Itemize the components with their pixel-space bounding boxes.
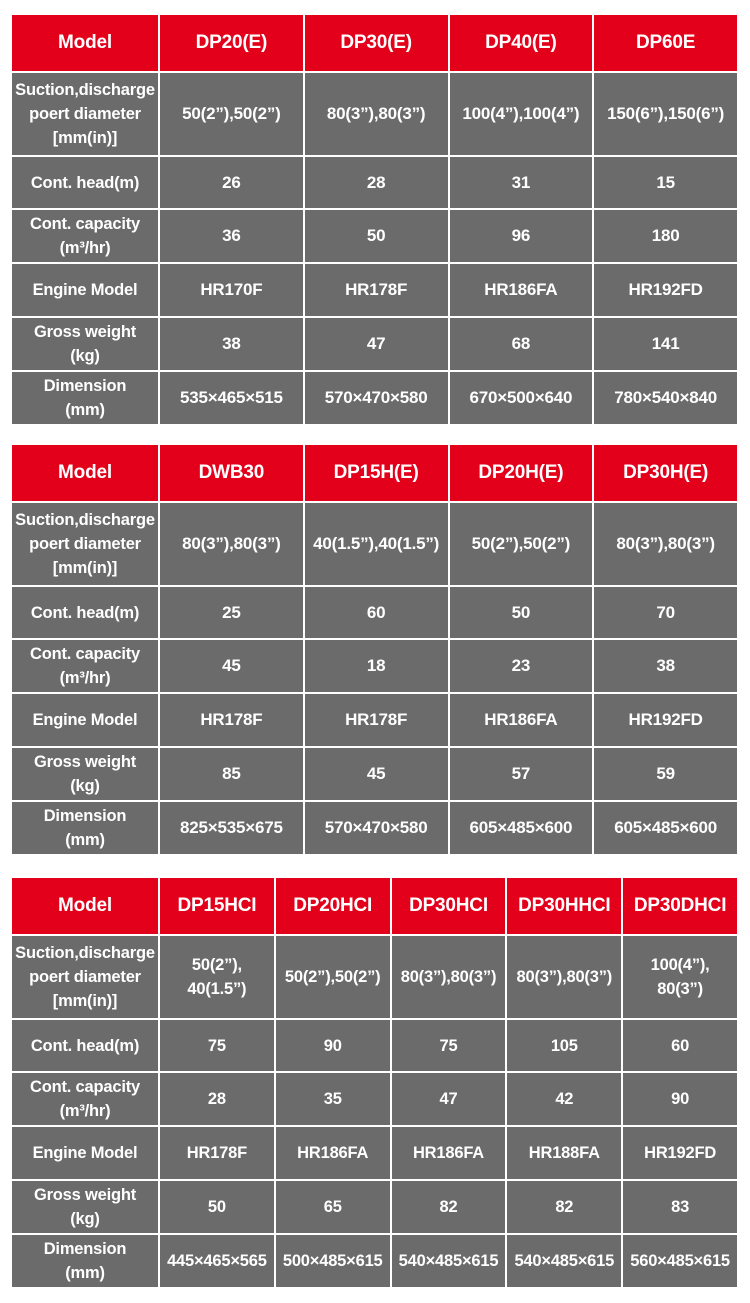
dimension-label: Dimension (mm)	[12, 372, 158, 424]
dimension-value: 540×485×615	[392, 1235, 506, 1287]
port-value: 50(2”),50(2”)	[276, 936, 390, 1018]
model-name: DP40(E)	[450, 15, 593, 71]
head-row	[12, 1020, 737, 1071]
port-value: 50(2”), 40(1.5”)	[160, 936, 274, 1018]
head-value: 105	[507, 1020, 621, 1071]
weight-value: 68	[450, 318, 593, 370]
port-value: 80(3”),80(3”)	[305, 73, 448, 155]
engine-value: HR192FD	[623, 1127, 737, 1179]
spec-table-1	[10, 13, 739, 426]
head-label: Cont. head(m)	[12, 1020, 158, 1071]
head-value: 90	[276, 1020, 390, 1071]
head-value: 75	[160, 1020, 274, 1071]
engine-value: HR178F	[160, 1127, 274, 1179]
engine-value: HR170F	[160, 264, 303, 316]
head-value: 50	[450, 587, 593, 638]
weight-label: Gross weight (kg)	[12, 318, 158, 370]
capacity-row	[12, 640, 737, 692]
port-value: 80(3”),80(3”)	[507, 936, 621, 1018]
dimension-value: 605×485×600	[450, 802, 593, 854]
port-label: Suction,discharge poert diameter [mm(in)]	[12, 73, 158, 155]
capacity-value: 38	[594, 640, 737, 692]
port-value: 50(2”),50(2”)	[450, 503, 593, 585]
capacity-value: 23	[450, 640, 593, 692]
model-name: DP30HHCI	[507, 878, 621, 934]
capacity-row	[12, 210, 737, 262]
dimension-value: 445×465×565	[160, 1235, 274, 1287]
weight-label: Gross weight (kg)	[12, 1181, 158, 1233]
model-name: DP15H(E)	[305, 445, 448, 501]
dimension-value: 780×540×840	[594, 372, 737, 424]
capacity-value: 50	[305, 210, 448, 262]
model-header-label: Model	[12, 445, 158, 501]
capacity-value: 42	[507, 1073, 621, 1125]
head-value: 60	[305, 587, 448, 638]
weight-value: 83	[623, 1181, 737, 1233]
engine-value: HR178F	[160, 694, 303, 746]
capacity-label: Cont. capacity (m³/hr)	[12, 210, 158, 262]
weight-value: 141	[594, 318, 737, 370]
dimension-value: 540×485×615	[507, 1235, 621, 1287]
head-value: 28	[305, 157, 448, 208]
model-header-label: Model	[12, 878, 158, 934]
dimension-value: 670×500×640	[450, 372, 593, 424]
weight-row	[12, 748, 737, 800]
engine-row	[12, 264, 737, 316]
header-row	[12, 445, 737, 501]
head-label: Cont. head(m)	[12, 157, 158, 208]
model-name: DP20H(E)	[450, 445, 593, 501]
capacity-value: 96	[450, 210, 593, 262]
engine-value: HR178F	[305, 264, 448, 316]
capacity-value: 90	[623, 1073, 737, 1125]
spec-table-2	[10, 443, 739, 856]
head-value: 70	[594, 587, 737, 638]
head-row	[12, 157, 737, 208]
port-label: Suction,discharge poert diameter [mm(in)]	[12, 503, 158, 585]
dimension-value: 570×470×580	[305, 372, 448, 424]
engine-label: Engine Model	[12, 1127, 158, 1179]
dimension-value: 570×470×580	[305, 802, 448, 854]
dimension-row	[12, 372, 737, 424]
engine-row	[12, 1127, 737, 1179]
capacity-value: 35	[276, 1073, 390, 1125]
weight-value: 50	[160, 1181, 274, 1233]
model-name: DP60E	[594, 15, 737, 71]
head-value: 31	[450, 157, 593, 208]
model-name: DWB30	[160, 445, 303, 501]
dimension-label: Dimension (mm)	[12, 1235, 158, 1287]
header-row	[12, 878, 737, 934]
model-name: DP30DHCI	[623, 878, 737, 934]
head-value: 15	[594, 157, 737, 208]
engine-value: HR186FA	[392, 1127, 506, 1179]
dimension-value: 825×535×675	[160, 802, 303, 854]
capacity-value: 45	[160, 640, 303, 692]
dimension-label: Dimension (mm)	[12, 802, 158, 854]
engine-value: HR192FD	[594, 264, 737, 316]
head-value: 25	[160, 587, 303, 638]
engine-value: HR178F	[305, 694, 448, 746]
model-name: DP30(E)	[305, 15, 448, 71]
port-value: 40(1.5”),40(1.5”)	[305, 503, 448, 585]
capacity-label: Cont. capacity (m³/hr)	[12, 1073, 158, 1125]
engine-label: Engine Model	[12, 694, 158, 746]
engine-label: Engine Model	[12, 264, 158, 316]
head-value: 60	[623, 1020, 737, 1071]
dimension-row	[12, 1235, 737, 1287]
port-value: 100(4”), 80(3”)	[623, 936, 737, 1018]
head-value: 26	[160, 157, 303, 208]
weight-value: 47	[305, 318, 448, 370]
capacity-value: 36	[160, 210, 303, 262]
capacity-value: 28	[160, 1073, 274, 1125]
head-label: Cont. head(m)	[12, 587, 158, 638]
capacity-value: 47	[392, 1073, 506, 1125]
model-name: DP15HCI	[160, 878, 274, 934]
capacity-label: Cont. capacity (m³/hr)	[12, 640, 158, 692]
port-value: 80(3”),80(3”)	[594, 503, 737, 585]
header-row	[12, 15, 737, 71]
weight-row	[12, 318, 737, 370]
port-value: 80(3”),80(3”)	[392, 936, 506, 1018]
weight-value: 65	[276, 1181, 390, 1233]
capacity-row	[12, 1073, 737, 1125]
model-name: DP20(E)	[160, 15, 303, 71]
weight-value: 85	[160, 748, 303, 800]
weight-value: 82	[507, 1181, 621, 1233]
spec-table-3	[10, 876, 739, 1289]
dimension-value: 605×485×600	[594, 802, 737, 854]
port-value: 80(3”),80(3”)	[160, 503, 303, 585]
port-row	[12, 936, 737, 1018]
weight-value: 38	[160, 318, 303, 370]
dimension-value: 500×485×615	[276, 1235, 390, 1287]
port-value: 150(6”),150(6”)	[594, 73, 737, 155]
engine-value: HR186FA	[450, 694, 593, 746]
head-row	[12, 587, 737, 638]
engine-value: HR186FA	[276, 1127, 390, 1179]
weight-value: 57	[450, 748, 593, 800]
port-value: 100(4”),100(4”)	[450, 73, 593, 155]
head-value: 75	[392, 1020, 506, 1071]
capacity-value: 180	[594, 210, 737, 262]
model-name: DP30HCI	[392, 878, 506, 934]
weight-label: Gross weight (kg)	[12, 748, 158, 800]
dimension-value: 535×465×515	[160, 372, 303, 424]
port-value: 50(2”),50(2”)	[160, 73, 303, 155]
capacity-value: 18	[305, 640, 448, 692]
dimension-value: 560×485×615	[623, 1235, 737, 1287]
port-label: Suction,discharge poert diameter [mm(in)]	[12, 936, 158, 1018]
dimension-row	[12, 802, 737, 854]
engine-value: HR192FD	[594, 694, 737, 746]
port-row	[12, 73, 737, 155]
engine-row	[12, 694, 737, 746]
model-name: DP20HCI	[276, 878, 390, 934]
weight-row	[12, 1181, 737, 1233]
weight-value: 45	[305, 748, 448, 800]
model-header-label: Model	[12, 15, 158, 71]
engine-value: HR188FA	[507, 1127, 621, 1179]
model-name: DP30H(E)	[594, 445, 737, 501]
weight-value: 82	[392, 1181, 506, 1233]
weight-value: 59	[594, 748, 737, 800]
port-row	[12, 503, 737, 585]
engine-value: HR186FA	[450, 264, 593, 316]
